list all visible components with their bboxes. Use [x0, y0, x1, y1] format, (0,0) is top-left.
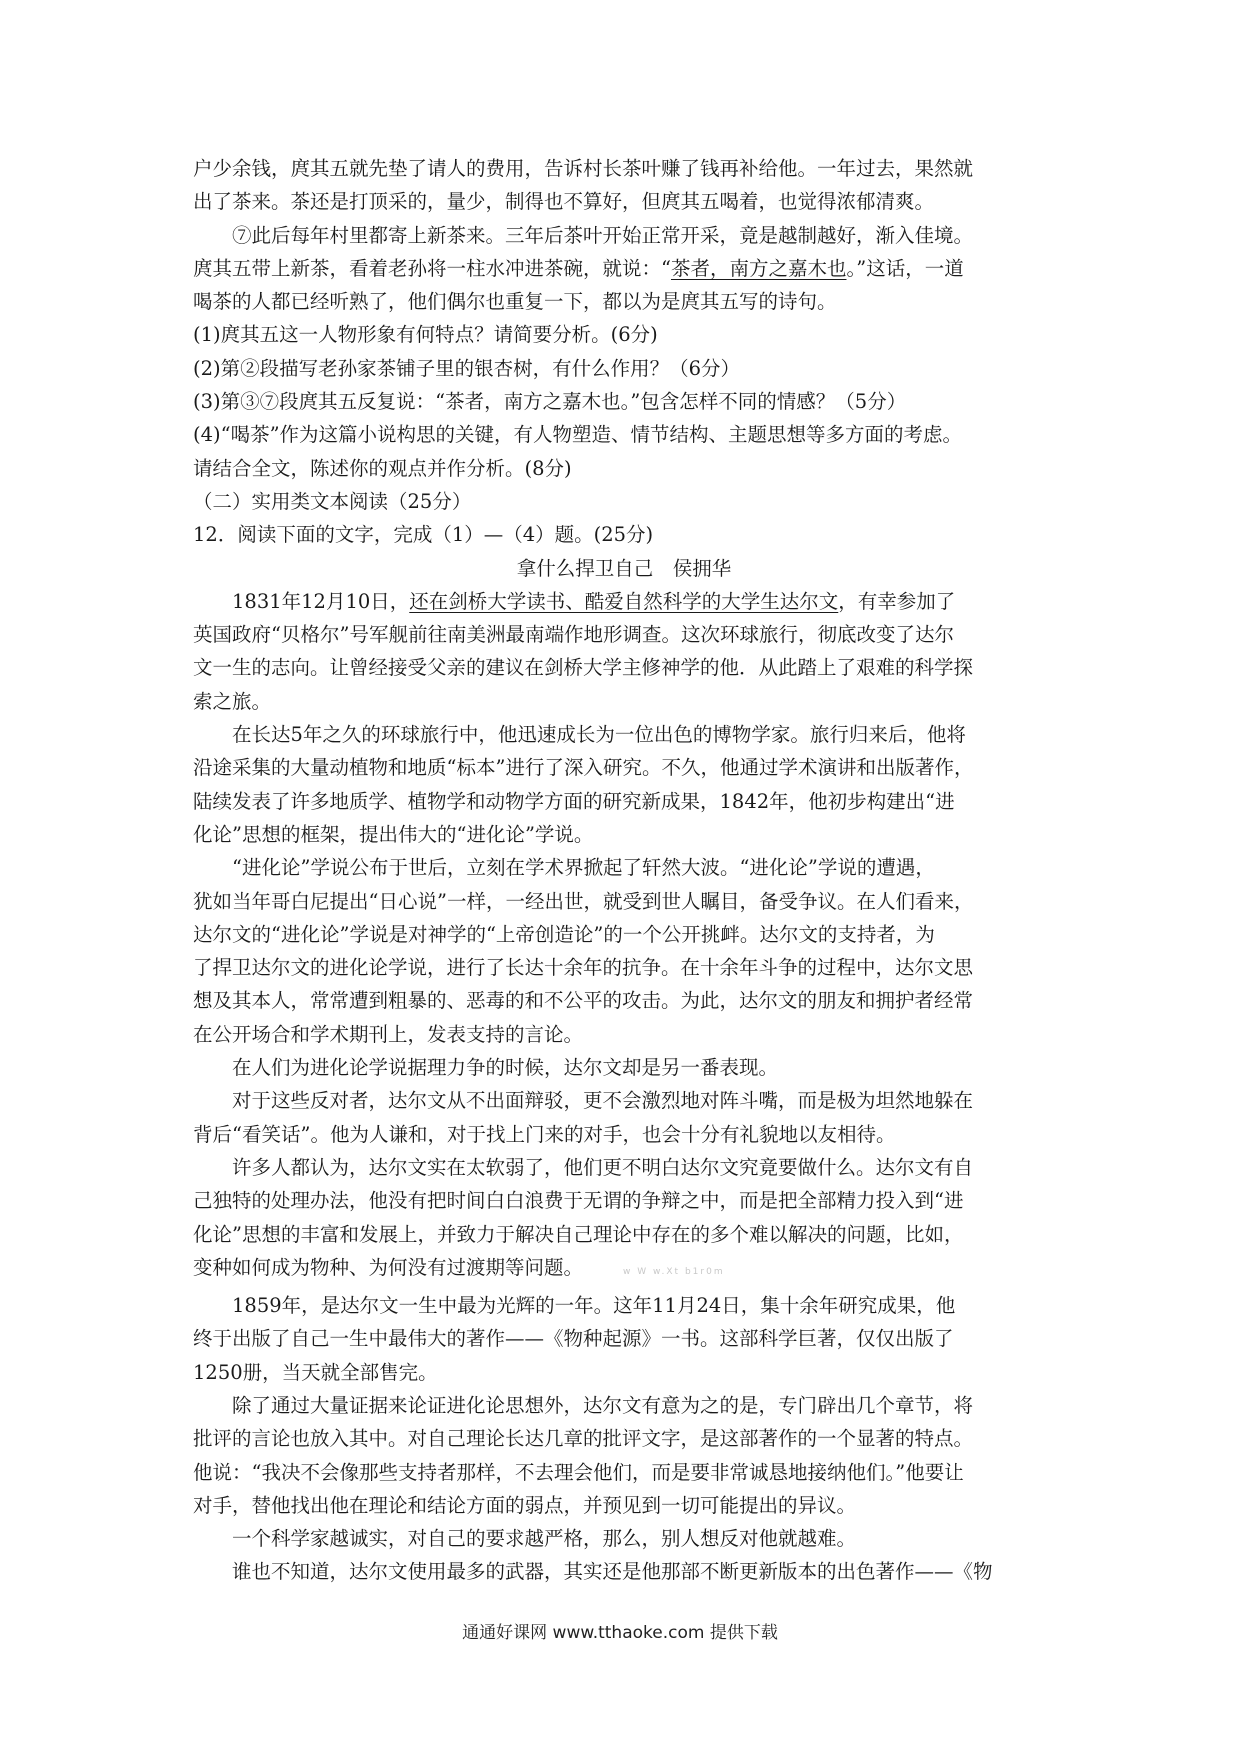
text-line: 化论”思想的框架，提出伟大的“进化论”学说。 [193, 822, 594, 846]
text-line: 谁也不知道，达尔文使用最多的武器，其实还是他那部不断更新版本的出色著作——《物 [232, 1560, 993, 1584]
footer-source: 通通好课网 www.tthaoke.com 提供下载 [462, 1623, 778, 1643]
text-line: 想及其本人，常常遭到粗暴的、恶毒的和不公平的攻击。为此，达尔文的朋友和拥护者经常 [193, 989, 974, 1013]
text-line: 批评的言论也放入其中。对自己理论长达几章的批评文字，是这部著作的一个显著的特点。 [193, 1427, 974, 1451]
text-line: 喝茶的人都已经听熟了，他们偶尔也重复一下，都以为是庹其五写的诗句。 [193, 290, 837, 314]
text-line: 1859年，是达尔文一生中最为光辉的一年。这年11月24日，集十余年研究成果，他 [232, 1294, 956, 1318]
article-title: 拿什么捍卫自己 侯拥华 [516, 556, 732, 580]
text-line: 在公开场合和学术期刊上，发表支持的言论。 [193, 1022, 584, 1046]
watermark: w W w.Xt b1r0m [623, 1266, 725, 1277]
text-line: 他说：“我决不会像那些支持者那样，不去理会他们，而是要非常诚恳地接纳他们。”他要让 [193, 1460, 964, 1484]
text-line: （二）实用类文本阅读（25分） [193, 489, 472, 513]
text-line: 12．阅读下面的文字，完成（1）—（4）题。(25分) [193, 523, 654, 547]
text-line: 1831年12月10日，还在剑桥大学读书、酷爱自然科学的大学生达尔文，有幸参加了 [232, 589, 956, 613]
underlined-phrase: 茶者，南方之嘉木也 [670, 256, 847, 280]
underlined-phrase: 还在剑桥大学读书、酷爱自然科学的大学生达尔文 [409, 589, 839, 613]
text-line: ⑦此后每年村里都寄上新茶来。三年后茶叶开始正常开采，竟是越制越好，渐入佳境。 [232, 223, 974, 247]
text-line: 背后“看笑话”。他为人谦和，对于找上门来的对手，也会十分有礼貌地以友相待。 [193, 1122, 896, 1146]
text-line: 除了通过大量证据来论证进化论思想外，达尔文有意为之的是，专门辟出几个章节，将 [232, 1393, 974, 1417]
text-line: 许多人都认为，达尔文实在太软弱了，他们更不明白达尔文究竟要做什么。达尔文有自 [232, 1155, 974, 1179]
text-line: 文一生的志向。让曾经接受父亲的建议在剑桥大学主修神学的他．从此踏上了艰难的科学探 [193, 656, 974, 680]
text-line: “进化论”学说公布于世后，立刻在学术界掀起了轩然大波。“进化论”学说的遭遇， [232, 856, 935, 880]
text-line: 户少余钱，庹其五就先垫了请人的费用，告诉村长茶叶赚了钱再补给他。一年过去，果然就 [193, 157, 974, 180]
text-line: 请结合全文，陈述你的观点并作分析。(8分) [193, 456, 572, 480]
text-line: 1250册，当天就全部售完。 [193, 1360, 438, 1384]
text-line: 在人们为进化论学说据理力争的时候，达尔文却是另一番表现。 [232, 1056, 779, 1080]
text-line: 变种如何成为物种、为何没有过渡期等问题。 w W w.Xt b1r0m [193, 1255, 725, 1279]
text-line: 对手，替他找出他在理论和结论方面的弱点，并预见到一切可能提出的异议。 [193, 1493, 857, 1517]
text-line: 索之旅。 [193, 689, 272, 713]
document-body [193, 152, 1055, 1589]
text-line: 己独特的处理办法，他没有把时间白白浪费于无谓的争辩之中，而是把全部精力投入到“进 [193, 1189, 964, 1213]
text-line: 终于出版了自己一生中最伟大的著作——《物种起源》一书。这部科学巨著，仅仅出版了 [193, 1327, 954, 1351]
text-line: 出了茶来。茶还是打顶采的，量少，制得也不算好，但庹其五喝着，也觉得浓郁清爽。 [193, 190, 935, 214]
text-line: 陆续发表了许多地质学、植物学和动物学方面的研究新成果，1842年，他初步构建出“进 [193, 789, 955, 813]
text-line: 了捍卫达尔文的进化论学说，进行了长达十余年的抗争。在十余年斗争的过程中，达尔文思 [193, 956, 974, 980]
text-line: 在长达5年之久的环球旅行中，他迅速成长为一位出色的博物学家。旅行归来后，他将 [232, 723, 966, 747]
text-line: 英国政府“贝格尔”号军舰前往南美洲最南端作地形调查。这次环球旅行，彻底改变了达尔 [193, 623, 954, 647]
text-line: (4)“喝茶”作为这篇小说构思的关键，有人物塑造、情节结构、主题思想等多方面的考虑。 [193, 423, 963, 447]
text-line: (1)庹其五这一人物形象有何特点？请简要分析。(6分) [193, 323, 658, 347]
text-line: 庹其五带上新茶，看着老孙将一柱水冲进茶碗，就说：“茶者，南方之嘉木也。”这话，一道 [193, 256, 964, 280]
text-line: 达尔文的“进化论”学说是对神学的“上帝创造论”的一个公开挑衅。达尔文的支持者，为 [193, 922, 935, 946]
text-line: (2)第②段描写老孙家茶铺子里的银杏树，有什么作用？（6分） [193, 356, 741, 380]
text-line: 对于这些反对者，达尔文从不出面辩驳，更不会激烈地对阵斗嘴，而是极为坦然地躲在 [232, 1089, 974, 1113]
text-line: 犹如当年哥白尼提出“日心说”一样，一经出世，就受到世人瞩目，备受争议。在人们看来， [193, 889, 974, 913]
text-line: 一个科学家越诚实，对自己的要求越严格，那么，别人想反对他就越难。 [232, 1527, 857, 1551]
text-line: 沿途采集的大量动植物和地质“标本”进行了深入研究。不久，他通过学术演讲和出版著作， [193, 756, 974, 780]
text-line: 化论”思想的丰富和发展上，并致力于解决自己理论中存在的多个难以解决的问题，比如， [193, 1222, 964, 1246]
text-line: (3)第③⑦段庹其五反复说：“茶者，南方之嘉木也。”包含怎样不同的情感？（5分） [193, 390, 907, 414]
